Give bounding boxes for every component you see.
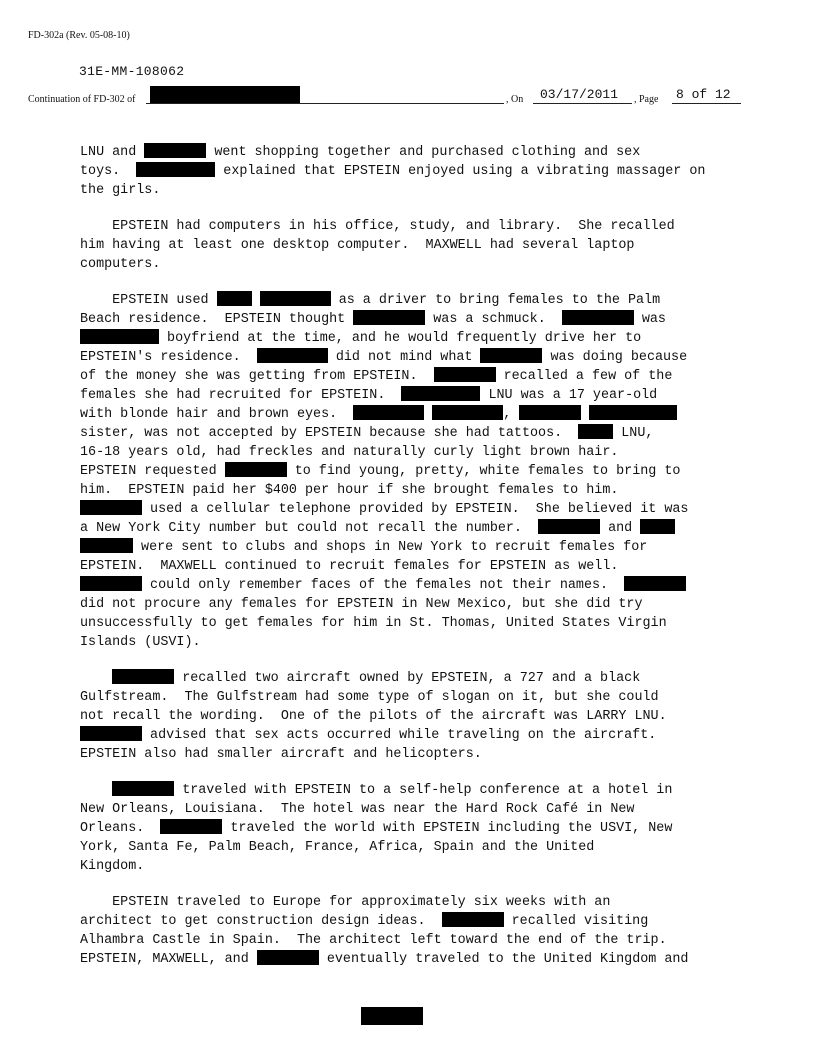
form-id: FD-302a (Rev. 05-08-10) [28, 30, 130, 41]
text-segment: LNU, [613, 426, 654, 441]
text-segment: did not procure any females for EPSTEIN in New Mexico, but she did try [80, 597, 643, 612]
redaction-bar [480, 348, 542, 363]
text-segment: EPSTEIN. MAXWELL continued to recruit females for EPSTEIN as well. [80, 559, 619, 574]
text-segment: Gulfstream. The Gulfstream had some type of slogan on it, but she could [80, 690, 659, 705]
date-line [533, 103, 632, 104]
text-segment: went shopping together and purchased clothing and sex [206, 145, 641, 160]
text-segment: EPSTEIN used [80, 293, 217, 308]
text-line [80, 893, 760, 912]
text-line [80, 726, 760, 745]
text-line [80, 950, 760, 969]
text-segment: was doing because [542, 350, 688, 365]
text-line [80, 217, 760, 236]
text-segment: of the money she was getting from EPSTEIN. [80, 369, 434, 384]
redaction-bar [624, 576, 686, 591]
text-line [80, 519, 760, 538]
redaction-bar [80, 500, 142, 515]
redaction-bar [562, 310, 634, 325]
text-segment: females she had recruited for EPSTEIN. [80, 388, 402, 403]
text-segment: Orleans. [80, 821, 161, 836]
text-line [80, 348, 760, 367]
text-line [80, 143, 760, 162]
page-line [672, 103, 741, 104]
text-segment: him having at least one desktop computer. MAXWELL had several laptop [80, 238, 635, 253]
text-segment [581, 407, 589, 422]
text-segment [80, 671, 112, 686]
on-label: , On [506, 94, 524, 105]
continuation-label: Continuation of FD-302 of [28, 94, 136, 105]
text-segment: the girls. [80, 183, 161, 198]
text-line [80, 181, 760, 200]
redaction-bar [640, 519, 675, 534]
redaction-bar [401, 386, 480, 401]
paragraph-gap [80, 652, 760, 669]
redaction-bar [144, 143, 206, 158]
text-segment: sister, was not accepted by EPSTEIN because she had tattoos. [80, 426, 579, 441]
paragraph-gap [80, 764, 760, 781]
redaction-bar [519, 405, 581, 420]
redaction-bar [80, 538, 133, 553]
redaction-bar [578, 424, 613, 439]
text-segment: traveled with EPSTEIN to a self-help conference at a hotel in [174, 783, 673, 798]
redaction-bar [442, 912, 504, 927]
text-line [80, 745, 760, 764]
redaction-bar [353, 405, 424, 420]
text-segment: EPSTEIN also had smaller aircraft and helicopters. [80, 747, 482, 762]
page-number: 8 of 12 [676, 87, 731, 102]
redaction-bar [434, 367, 496, 382]
text-segment: him. EPSTEIN paid her $400 per hour if she brought females to him. [80, 483, 619, 498]
text-segment: did not mind what [327, 350, 481, 365]
text-segment: a New York City number but could not recall the number. [80, 521, 539, 536]
text-line [80, 310, 760, 329]
interview-date: 03/17/2011 [540, 87, 619, 102]
text-line [80, 291, 760, 310]
text-line [80, 781, 760, 800]
text-line [80, 557, 760, 576]
text-segment: toys. [80, 164, 137, 179]
text-line [80, 255, 760, 274]
text-segment: recalled visiting [503, 914, 649, 929]
text-segment: not recall the wording. One of the pilots of the aircraft was LARRY LNU. [80, 709, 667, 724]
redaction-bar [353, 310, 425, 325]
text-segment: eventually traveled to the United Kingdom and [318, 952, 689, 967]
text-line [80, 688, 760, 707]
text-segment: recalled two aircraft owned by EPSTEIN, a 727 and a black [174, 671, 641, 686]
text-segment: Alhambra Castle in Spain. The architect left toward the end of the trip. [80, 933, 667, 948]
text-segment: explained that EPSTEIN enjoyed using a vibrating massager on [215, 164, 706, 179]
redaction-bar [160, 819, 222, 834]
text-segment: recalled a few of the [495, 369, 673, 384]
text-line [80, 405, 760, 424]
redaction-bar [217, 291, 252, 306]
text-line [80, 669, 760, 688]
text-segment: EPSTEIN, MAXWELL, and [80, 952, 257, 967]
file-number: 31E-MM-108062 [79, 64, 185, 79]
text-line [80, 857, 760, 876]
paragraph-gap [80, 274, 760, 291]
text-segment: to find young, pretty, white females to bring to [286, 464, 681, 479]
text-segment: and [600, 521, 641, 536]
text-line [80, 912, 760, 931]
text-segment: Kingdom. [80, 859, 145, 874]
text-line [80, 462, 760, 481]
text-segment: EPSTEIN traveled to Europe for approximately six weeks with an [80, 895, 611, 910]
redaction-bar [432, 405, 503, 420]
text-line [80, 800, 760, 819]
redaction-bar [80, 329, 159, 344]
text-segment: Islands (USVI). [80, 635, 201, 650]
text-segment: architect to get construction design ideas. [80, 914, 442, 929]
text-line [80, 329, 760, 348]
text-segment: EPSTEIN's residence. [80, 350, 257, 365]
text-line [80, 443, 760, 462]
text-segment: with blonde hair and brown eyes. [80, 407, 354, 422]
paragraph-gap [80, 876, 760, 893]
text-segment: was a schmuck. [425, 312, 562, 327]
text-segment [424, 407, 432, 422]
text-segment: were sent to clubs and shops in New York to recruit females for [133, 540, 648, 555]
text-segment: EPSTEIN requested [80, 464, 225, 479]
subject-name-line [146, 103, 504, 104]
redaction-bar [257, 348, 328, 363]
text-line [80, 386, 760, 405]
text-segment: LNU was a 17 year-old [480, 388, 658, 403]
text-segment [252, 293, 260, 308]
text-line [80, 819, 760, 838]
text-segment: used a cellular telephone provided by EPSTEIN. She believed it was [142, 502, 689, 517]
text-line [80, 424, 760, 443]
text-segment: advised that sex acts occurred while traveling on the aircraft. [142, 728, 657, 743]
text-segment: was [633, 312, 666, 327]
redaction-bar [80, 726, 142, 741]
text-line [80, 576, 760, 595]
text-segment: LNU and [80, 145, 145, 160]
text-segment: EPSTEIN had computers in his office, study, and library. She recalled [80, 219, 675, 234]
redaction-bar [225, 462, 287, 477]
text-segment: New Orleans, Louisiana. The hotel was near the Hard Rock Café in New [80, 802, 635, 817]
redaction-bar [80, 576, 142, 591]
text-segment [80, 783, 112, 798]
redaction-bar [136, 162, 215, 177]
text-segment: computers. [80, 257, 161, 272]
paragraph-gap [80, 200, 760, 217]
document-body [80, 143, 760, 969]
redaction-bar [260, 291, 331, 306]
text-line [80, 707, 760, 726]
text-segment: York, Santa Fe, Palm Beach, France, Africa, Spain and the United [80, 840, 595, 855]
redaction-bar [538, 519, 600, 534]
text-line [80, 931, 760, 950]
redaction-bar [112, 781, 174, 796]
redaction-bar [112, 669, 174, 684]
text-line [80, 367, 760, 386]
text-segment: 16-18 years old, had freckles and naturally curly light brown hair. [80, 445, 619, 460]
text-line [80, 538, 760, 557]
text-line [80, 633, 760, 652]
text-line [80, 595, 760, 614]
text-segment: traveled the world with EPSTEIN including the USVI, New [222, 821, 673, 836]
footer-redaction-bar [361, 1007, 423, 1025]
text-line [80, 838, 760, 857]
redaction-bar [150, 86, 300, 103]
text-segment: as a driver to bring females to the Palm [330, 293, 661, 308]
redaction-bar [589, 405, 677, 420]
text-segment: , [503, 407, 520, 422]
text-line [80, 162, 760, 181]
text-segment: unsuccessfully to get females for him in St. Thomas, United States Virgin [80, 616, 667, 631]
redaction-bar [257, 950, 319, 965]
text-line [80, 481, 760, 500]
text-line [80, 614, 760, 633]
page-label: , Page [634, 94, 659, 105]
text-segment: could only remember faces of the females not their names. [142, 578, 625, 593]
text-segment: boyfriend at the time, and he would frequently drive her to [159, 331, 642, 346]
text-segment: Beach residence. EPSTEIN thought [80, 312, 354, 327]
text-line [80, 500, 760, 519]
text-line [80, 236, 760, 255]
